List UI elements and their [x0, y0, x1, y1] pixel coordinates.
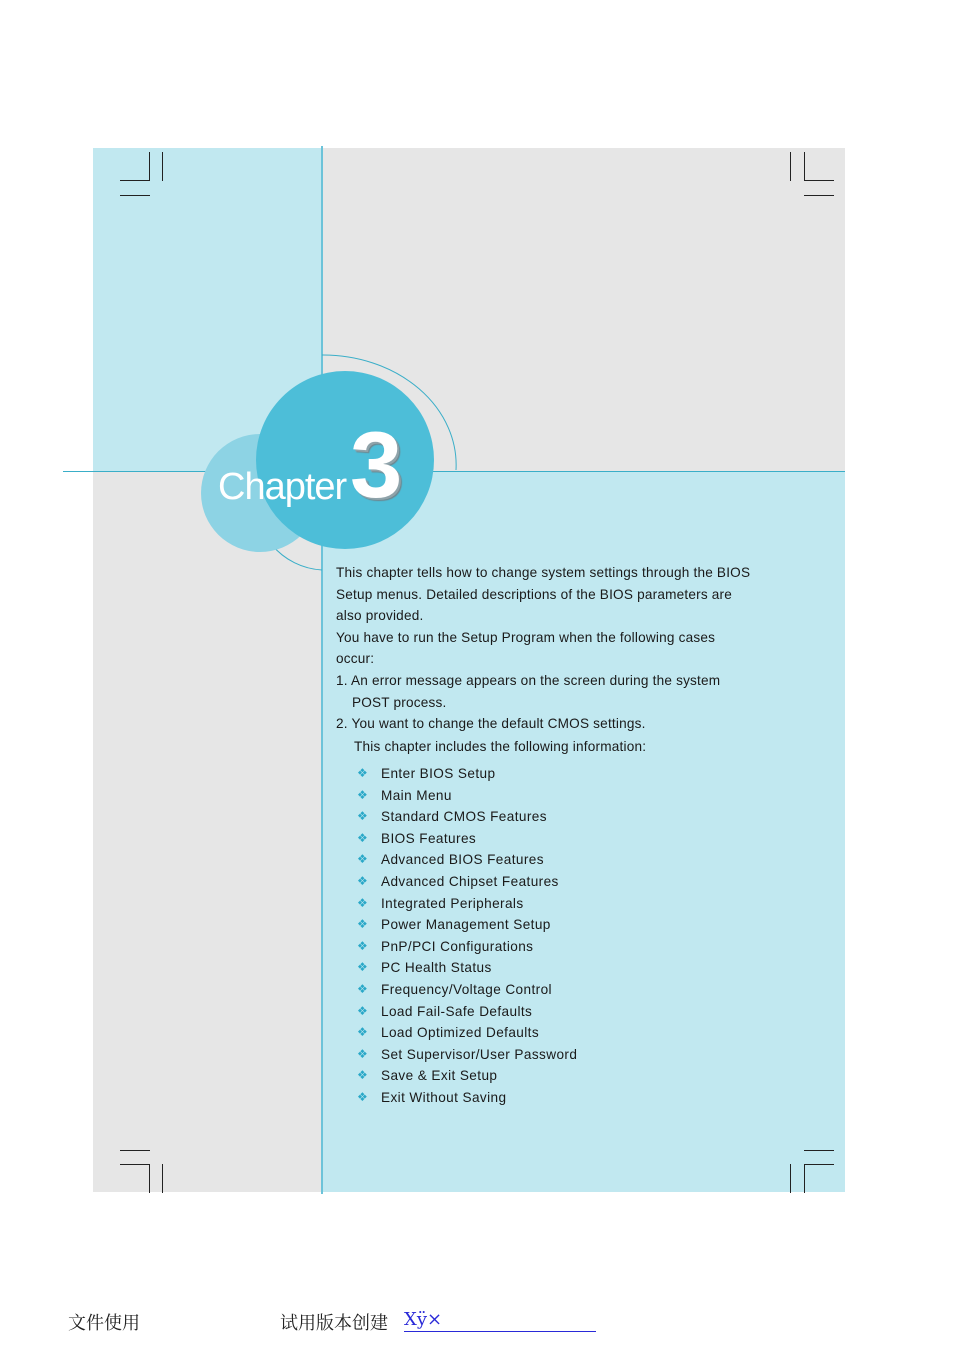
toc-item: ❖ Set Supervisor/User Password [357, 1044, 577, 1066]
toc-item: ❖ Load Optimized Defaults [357, 1022, 577, 1044]
toc-item: ❖ PnP/PCI Configurations [357, 936, 577, 958]
diamond-cluster-icon: ❖ [357, 981, 368, 996]
diamond-cluster-icon: ❖ [357, 766, 368, 780]
diamond-cluster-icon: ❖ [357, 1003, 368, 1018]
diamond-cluster-icon: ❖ [357, 809, 368, 824]
toc-item: ❖ Frequency/Voltage Control [357, 979, 577, 1001]
footer-right-text: 试用版本创建 [280, 1313, 388, 1334]
diamond-cluster-icon: ❖ [357, 1025, 368, 1040]
intro-paragraph: You have to run the Setup Program when the following cases occur: [336, 629, 716, 667]
toc-item: ❖ Power Management Setup [357, 914, 577, 936]
toc-item: ❖ Save & Exit Setup [357, 1065, 577, 1087]
diamond-cluster-icon: ❖ [357, 960, 368, 975]
chapter-number: 3 [350, 412, 401, 517]
footer-link[interactable]: Xÿ× [404, 1309, 596, 1332]
footer-left-text: 文件使用 [68, 1313, 140, 1334]
toc-item: ❖ Exit Without Saving [357, 1087, 577, 1109]
diamond-cluster-icon: ❖ [357, 787, 368, 802]
diamond-cluster-icon: ❖ [357, 1046, 368, 1061]
diamond-cluster-icon: ❖ [357, 938, 368, 953]
toc-item: ❖ Main Menu [357, 785, 577, 807]
toc-item: ❖ BIOS Features [357, 828, 577, 850]
intro-paragraph: This chapter tells how to change system settings through the BIOS Setup menus. Detailed descriptions of the BIOS parameters are also provided. [336, 565, 751, 624]
toc-item: ❖ Advanced BIOS Features [357, 849, 577, 871]
toc-item: ❖ Advanced Chipset Features [357, 871, 577, 893]
diamond-cluster-icon: ❖ [357, 830, 368, 845]
toc-item: ❖ Integrated Peripherals [357, 893, 577, 915]
diamond-cluster-icon: ❖ [357, 852, 368, 867]
diamond-cluster-icon: ❖ [357, 1068, 368, 1083]
toc-item: ❖ Enter BIOS Setup [357, 763, 577, 785]
intro-case: 2. You want to change the default CMOS settings. [336, 716, 646, 732]
diamond-cluster-icon: ❖ [357, 1089, 368, 1104]
toc-item: ❖ PC Health Status [357, 957, 577, 979]
chapter-word: Chapter [218, 466, 347, 508]
toc-item: ❖ Load Fail-Safe Defaults [357, 1001, 577, 1023]
intro-case-continued: POST process. [352, 694, 447, 710]
intro-text [336, 562, 756, 735]
toc-item: ❖ Standard CMOS Features [357, 806, 577, 828]
diamond-cluster-icon: ❖ [357, 895, 368, 910]
intro-case: 1. An error message appears on the screen during the system [336, 672, 721, 688]
toc-list [357, 763, 577, 1109]
diamond-cluster-icon: ❖ [357, 917, 368, 932]
includes-label: This chapter includes the following information: [354, 739, 647, 754]
diamond-cluster-icon: ❖ [357, 873, 368, 888]
